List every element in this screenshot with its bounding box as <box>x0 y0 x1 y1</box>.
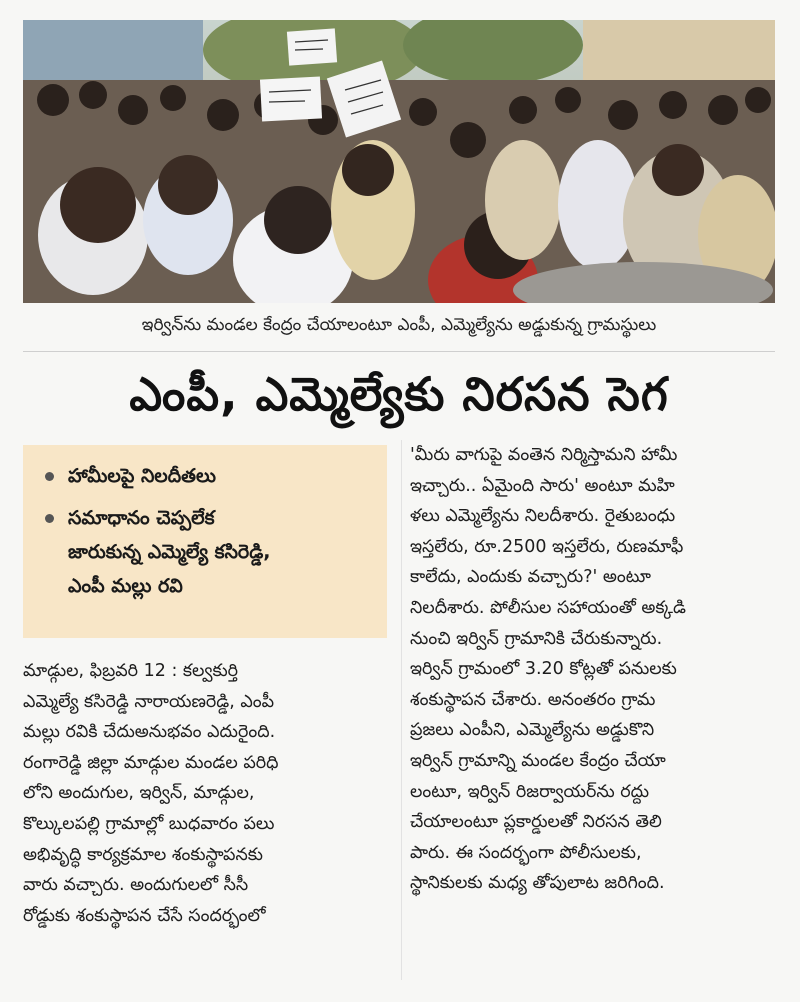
article-line: ఇస్తలేరు, రూ.2500 ఇస్తలేరు, రుణమాఫీ <box>410 536 684 557</box>
highlight-line: జారుకున్న ఎమ్మెల్యే కసిరెడ్డి, <box>68 541 271 563</box>
article-line: అభివృద్ధి కార్యక్రమాల శంకుస్థాపనకు <box>23 844 263 865</box>
highlight-line: ఎంపీ మల్లు రవి <box>68 575 183 597</box>
highlight-text <box>68 459 216 493</box>
article-line: రంగారెడ్డి జిల్లా మాడ్గుల మండల పరిధి <box>23 752 279 773</box>
article-line: నిలదీశారు. పోలీసుల సహాయంతో అక్కడి <box>410 597 686 618</box>
article-line: ఇర్విన్ గ్రామాన్ని మండల కేంద్రం చేయా <box>410 750 666 771</box>
article-line: నుంచి ఇర్విన్ గ్రామానికి చేరుకున్నారు. <box>410 628 663 649</box>
article-line: మాడ్గుల, ఫిబ్రవరి 12 : కల్వకుర్తి <box>23 661 239 681</box>
article-line: ప్రజలు ఎంపీని, ఎమ్మెల్యేను అడ్డుకొని <box>410 720 655 741</box>
highlight-line: సమాధానం చెప్పలేక <box>68 507 215 529</box>
article-left-column <box>23 656 393 931</box>
highlight-item <box>45 501 371 603</box>
highlights-box <box>23 445 387 638</box>
highlight-line: హామీలపై నిలదీతలు <box>68 465 216 487</box>
headline: ఎంపీ, ఎమ్మెల్యేకు నిరసన సెగ <box>129 367 669 421</box>
article-line: కొల్కులపల్లి గ్రామాల్లో బుధవారం పలు <box>23 813 275 834</box>
article-line: రోడ్డుకు శంకుస్థాపన చేసే సందర్భంలో <box>23 905 266 926</box>
protest-crowd-photo <box>23 20 775 303</box>
photo-caption: ఇర్విన్‌ను మండల కేంద్రం చేయాలంటూ ఎంపీ, ఎమ్మెల్యేను అడ్డుకున్న గ్రామస్థులు <box>141 315 657 335</box>
bullet-icon <box>45 514 54 523</box>
article-line: ళలు ఎమ్మెల్యేను నిలదీశారు. రైతుబంధు <box>410 506 676 527</box>
article-line: పారు. ఈ సందర్భంగా పోలీసులకు, <box>410 842 642 863</box>
article-line: కాలేదు, ఎందుకు వచ్చారు?' అంటూ <box>410 567 651 588</box>
article-right-column <box>410 440 775 899</box>
caption-rule <box>23 351 775 352</box>
news-photo <box>23 20 775 303</box>
highlight-text <box>68 501 270 603</box>
article-line: వారు వచ్చారు. అందుగులలో సీసీ <box>23 875 249 896</box>
article-line: ఇచ్చారు.. ఏమైంది సారు' అంటూ మహి <box>410 475 675 496</box>
article-line: లంటూ, ఇర్విన్ రిజర్వాయర్‌ను రద్దు <box>410 781 650 802</box>
article-line: చేయాలంటూ ప్లకార్డులతో నిరసన తెలి <box>410 812 662 833</box>
article-line: ఇర్విన్ గ్రామంలో 3.20 కోట్లతో పనులకు <box>410 659 677 680</box>
article-line: శంకుస్థాపన చేశారు. అనంతరం గ్రామ <box>410 689 656 710</box>
highlight-item <box>45 459 371 493</box>
article-line: మల్లు రవికి చేదుఅనుభవం ఎదురైంది. <box>23 722 276 743</box>
article-line: ఎమ్మెల్యే కసిరెడ్డి నారాయణరెడ్డి, ఎంపీ <box>23 691 275 712</box>
bullet-icon <box>45 472 54 481</box>
column-divider <box>401 440 402 980</box>
article-line: 'మీరు వాగుపై వంతెన నిర్మిస్తామని హామీ <box>410 445 678 465</box>
article-line: లోని అందుగుల, ఇర్విన్, మాడ్గుల, <box>23 783 255 804</box>
article-line: స్థానికులకు మధ్య తోపులాట జరిగింది. <box>410 873 665 894</box>
